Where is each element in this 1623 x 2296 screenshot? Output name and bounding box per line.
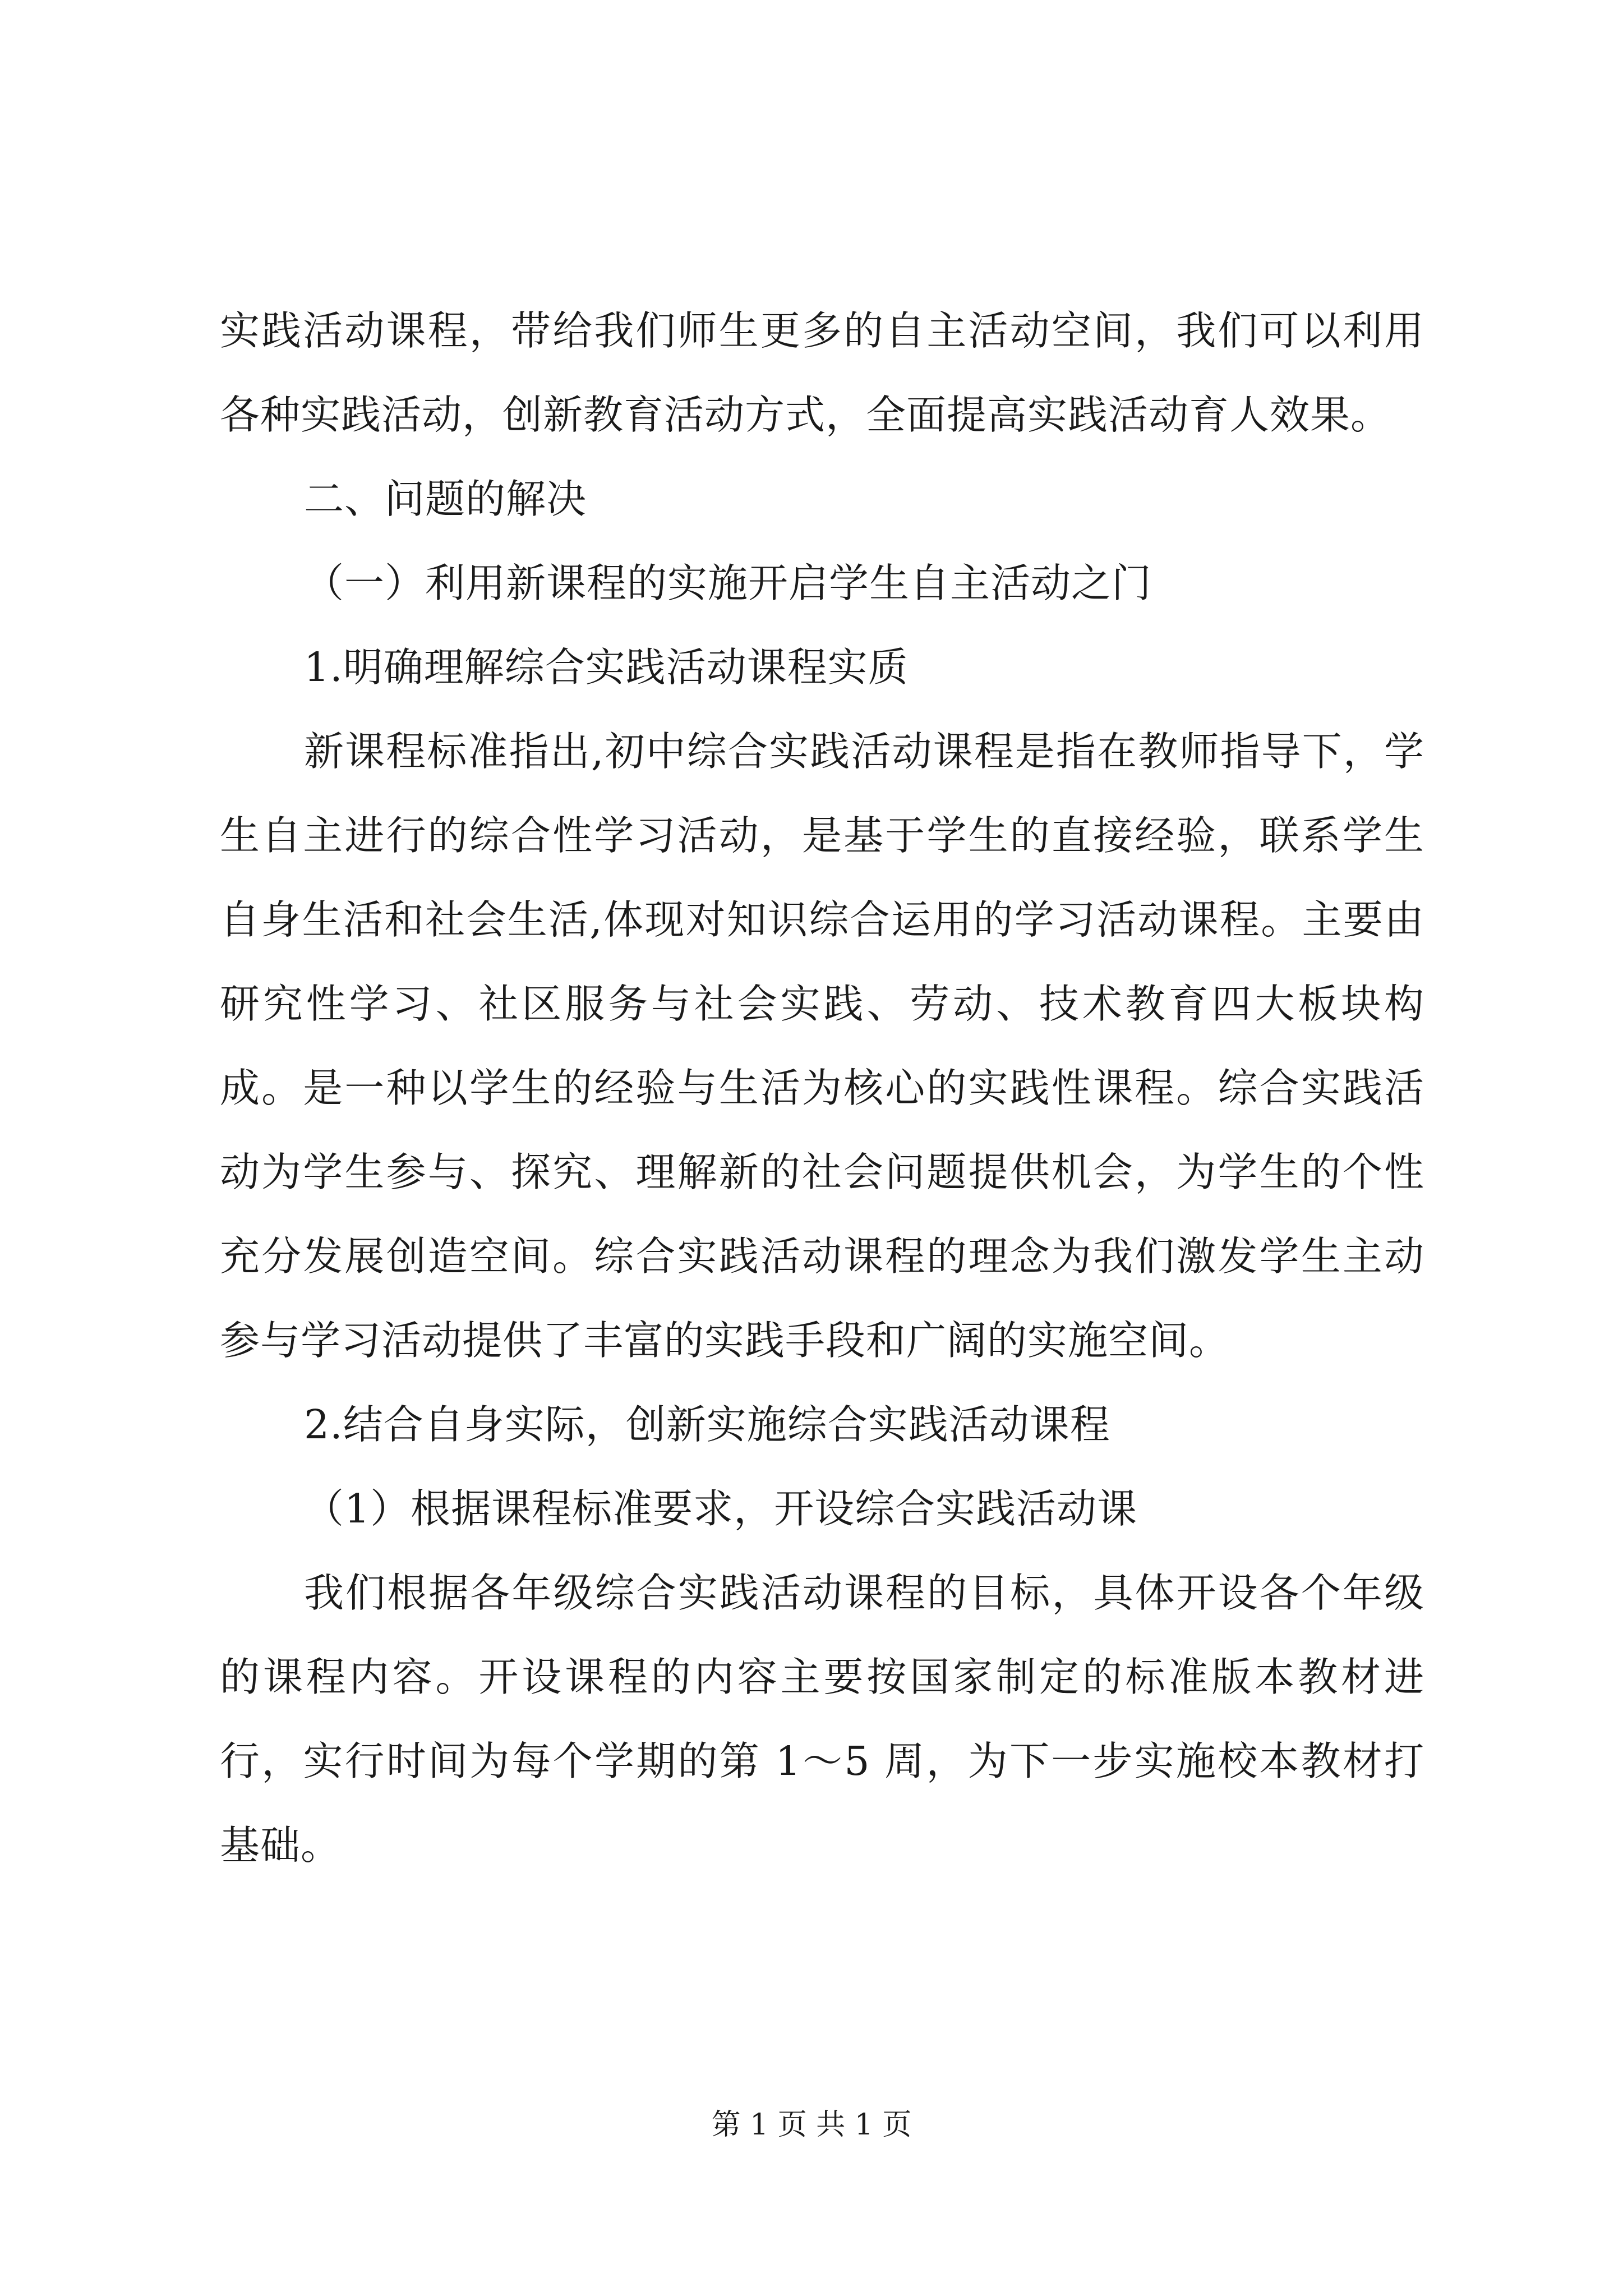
- subsection-heading: （一）利用新课程的实施开启学生自主活动之门: [304, 560, 1152, 606]
- section-heading: 二、问题的解决: [304, 476, 587, 522]
- document-body: [220, 289, 1424, 1888]
- numbered-heading: 1.明确理解综合实践活动课程实质: [304, 644, 909, 691]
- numbered-heading: 2.结合自身实际，创新实施综合实践活动课程: [304, 1401, 1110, 1448]
- sub-numbered-heading: （1）根据课程标准要求，开设综合实践活动课: [304, 1485, 1138, 1532]
- body-paragraph: 我们根据各年级综合实践活动课程的目标，具体开设各个年级的课程内容。开设课程的内容主要按国家制定的标准版本教材进行，实行时间为每个学期的第 1～5 周，为下一步实施校本教材打基础。: [220, 1570, 1424, 1869]
- body-paragraph: 新课程标准指出,初中综合实践活动课程是指在教师指导下，学生自主进行的综合性学习活动，是基于学生的直接经验，联系学生自身生活和社会生活,体现对知识综合运用的学习活动课程。主要由研究性学习、社区服务与社会实践、劳动、技术教育四大板块构成。是一种以学生的经验与生活为核心的实践性课程。综合实践活动为学生参与、探究、理解新的社会问题提供机会，为学生的个性充分发展创造空间。综合实践活动课程的理念为我们激发学生主动参与学习活动提供了丰富的实践手段和广阔的实施空间。: [220, 728, 1424, 1364]
- paragraph-continuation: 实践活动课程，带给我们师生更多的自主活动空间，我们可以利用各种实践活动，创新教育活动方式，全面提高实践活动育人效果。: [220, 307, 1424, 438]
- page-number-footer: 第 1 页 共 1 页: [711, 2108, 912, 2142]
